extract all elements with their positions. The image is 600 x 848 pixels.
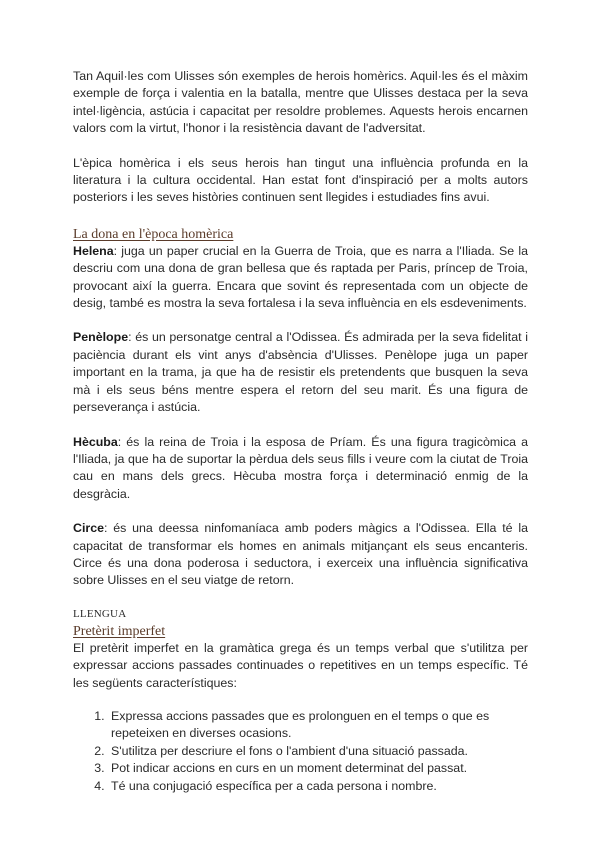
character-paragraph-helena bbox=[73, 243, 528, 313]
intro-paragraph-influence: L'èpica homèrica i els seus herois han tingut una influència profunda en la literatura i la cultura occidental. Han estat font d'inspiració per a molts autors posteriors i les seves històries continuen sent llegides i estudiades fins avui. bbox=[73, 155, 528, 205]
characteristics-list bbox=[73, 708, 528, 795]
list-item: 3. Pot indicar accions en curs en un moment determinat del passat. bbox=[108, 760, 528, 777]
character-description: : és la reina de Troia i la esposa de Príam. És una figura tragicòmica a l'Iliada, ja que ha de suportar la pèrdua dels seus fills i veure com la ciutat de Troia cau en mans dels grecs. Hècuba mostra força i determinació enmig de la desgràcia. bbox=[73, 434, 528, 501]
character-paragraph-penelope bbox=[73, 329, 528, 416]
women-section-title: La dona en l'època homèrica bbox=[73, 226, 234, 242]
characteristics-list-wrapper bbox=[73, 708, 528, 795]
character-name: Helena bbox=[73, 243, 114, 258]
character-name: Circe bbox=[73, 521, 104, 536]
list-item: 4. Té una conjugació específica per a cada persona i nombre. bbox=[108, 778, 528, 795]
list-item: 2. S'utilitza per descriure el fons o l'ambient d'una situació passada. bbox=[108, 743, 528, 760]
list-item: 1. Expressa accions passades que es prolonguen en el temps o que es repeteixen en diverses ocasions. bbox=[108, 708, 528, 743]
language-intro-paragraph: El pretèrit imperfet en la gramàtica grega és un temps verbal que s'utilitza per expressar accions passades continuades o repetitives en un temps específic. Té les següents característiques: bbox=[73, 640, 528, 690]
language-section-label: LLENGUA bbox=[73, 607, 127, 620]
document-page bbox=[73, 68, 528, 795]
character-description: : és un personatge central a l'Odissea. És admirada per la seva fidelitat i paciència durant els vint anys d'absència d'Ulisses. Penèlope juga un paper important en la trama, ja que ha de resistir els pretendents que busquen la seva mà i els seus béns mentre espera el retorn del seu marit. És una figura de perseverança i astúcia. bbox=[73, 330, 528, 415]
character-name: Penèlope bbox=[73, 330, 129, 345]
character-description: : juga un paper crucial en la Guerra de Troia, que es narra a l'Iliada. Se la descriu com una dona de gran bellesa que és raptada per Paris, príncep de Troia, provocant així la guerra. Encara que sovint és representada com un objecte de desig, també es mostra la seva fortalesa i la seva influència en els esdeveniments. bbox=[73, 243, 528, 311]
intro-paragraph-heroes: Tan Aquil·les com Ulisses són exemples de herois homèrics. Aquil·les és el màxim exemple de força i valentia en la batalla, mentre que Ulisses destaca per la seva intel·ligència, astúcia i capacitat per resoldre problemes. Aquests herois encarnen valors com la virtut, l'honor i la resistència davant de l'adversitat. bbox=[73, 69, 528, 136]
character-paragraph-hecuba bbox=[73, 434, 528, 504]
character-name: Hècuba bbox=[73, 434, 118, 449]
language-section-title: Pretèrit imperfet bbox=[73, 623, 166, 639]
character-description: : és una deessa ninfomaníaca amb poders màgics a l'Odissea. Ella té la capacitat de transformar els homes en animals mitjançant els seus encanteris. Circe és una dona poderosa i seductora, i exerceix una influència significativa sobre Ulisses en el seu viatge de retorn. bbox=[73, 521, 528, 588]
character-paragraph-circe bbox=[73, 520, 528, 590]
